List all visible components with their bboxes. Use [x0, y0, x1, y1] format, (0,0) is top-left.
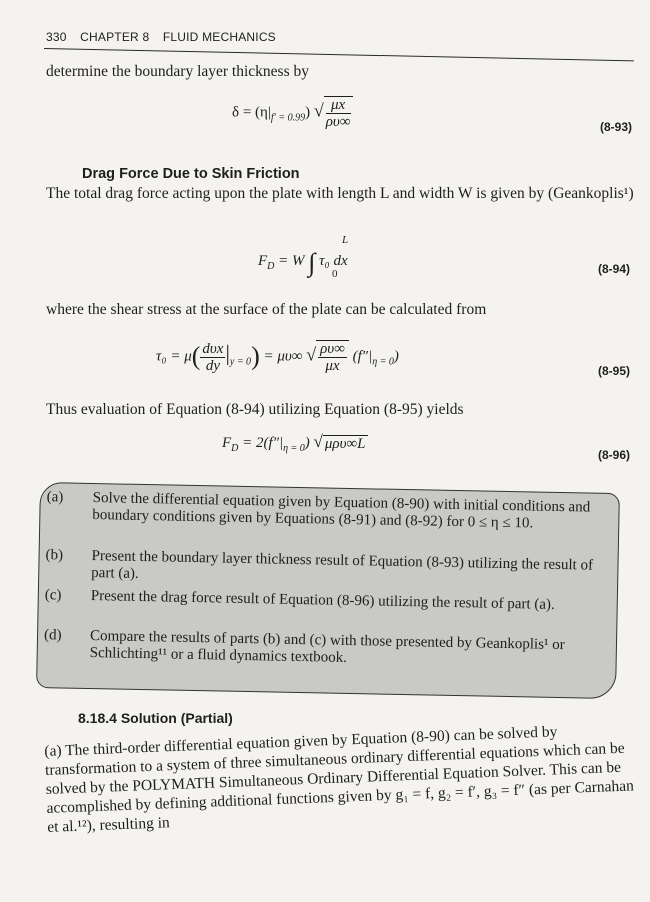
- eq-8-96-mid: = 2(f″|: [238, 435, 284, 451]
- eq-8-94-int-top: L: [342, 234, 349, 246]
- eq-8-94-mid: = W: [274, 253, 305, 269]
- eq-8-96-sqrt: μρυ∞L: [324, 435, 366, 452]
- equation-8-96: [222, 432, 368, 454]
- eq-8-95-mid: = μυ∞: [263, 348, 303, 365]
- sqrt-sign-2: √: [306, 344, 317, 365]
- page-number: 330: [46, 30, 67, 44]
- eq-8-95-frac-den: dy: [205, 357, 221, 374]
- eq-8-95-frac-num: dυx: [202, 340, 224, 357]
- eq-8-93-den: ρυ∞: [325, 114, 351, 130]
- eval-bar: |: [225, 340, 230, 366]
- sqrt-sign-3: √: [313, 432, 323, 451]
- eq-number-8-94: (8-94): [598, 262, 631, 276]
- eq-8-95-tail-sub: η = 0: [372, 356, 394, 368]
- chapter-label: CHAPTER 8: [80, 30, 150, 44]
- eq-number-8-93: (8-93): [600, 120, 633, 134]
- shear-text: where the shear stress at the surface of the plate can be calculated from: [46, 301, 487, 318]
- sqrt-sign: √: [313, 100, 324, 121]
- eq-8-93-close: ): [305, 104, 311, 121]
- equation-8-94: [258, 234, 349, 280]
- equation-8-93: [232, 96, 353, 130]
- drag-text: The total drag force acting upon the plate with length L and width W is given by (Geankoplis¹): [46, 185, 634, 202]
- intro-text: determine the boundary layer thickness by: [46, 63, 309, 80]
- eq-8-93-num: μx: [326, 97, 351, 114]
- problem-c: Present the drag force result of Equation (8-96) utilizing the result of part (a).: [90, 587, 555, 613]
- paren-close: ): [251, 341, 260, 371]
- problem-a: Solve the differential equation given by Equation (8-90) with initial conditions and boundary conditions given by Equations (8-91) and (8-92) for 0 ≤ η ≤ 10.: [92, 490, 591, 532]
- eq-8-95-tail: (f″|: [352, 348, 373, 365]
- problem-label-b: (b): [45, 547, 64, 564]
- eq-8-94-lhs-sub: D: [267, 261, 275, 272]
- problem-label-d: (d): [43, 627, 62, 644]
- eq-8-96-lhs-sub: D: [231, 443, 239, 454]
- eq-number-8-96: (8-96): [598, 448, 631, 462]
- solution-text: (a) The third-order differential equation given by Equation (8-90) can be solved by transformation to a system of three simultaneous ordinary differential equations which can be solved by the POLYMATH Simultaneous Ordinary Differential Equation Solver. This can be accomplished by defining additional functions given by g₁ = f, g₂ = f′, g₃ = f″ (as per Carnahan et al.¹²), resulting in: [44, 723, 635, 836]
- eq-8-95-sqrt-den: μx: [325, 358, 340, 374]
- eq-8-95-sqrt-num: ρυ∞: [320, 341, 345, 357]
- problem-b: Present the boundary layer thickness result of Equation (8-93) utilizing the result of part (a).: [91, 548, 594, 582]
- eq-8-96-mid-sub: η = 0: [283, 443, 305, 454]
- equation-8-95: [156, 340, 399, 374]
- problem-d: Compare the results of parts (b) and (c) with those presented by Geankoplis¹ or Schlichting¹¹ or a fluid dynamics textbook.: [89, 627, 565, 666]
- evaluation-text: Thus evaluation of Equation (8-94) utilizing Equation (8-95) yields: [46, 401, 464, 418]
- eq-8-95-eval: y = 0: [229, 356, 252, 368]
- problem-label-c: (c): [44, 587, 62, 604]
- eq-8-94-body: τ₀ dx: [319, 253, 348, 269]
- paren-open: (: [191, 341, 201, 371]
- integral-sign: ∫: [308, 248, 316, 277]
- eq-8-95-lhs: τ₀ = μ: [156, 348, 192, 365]
- eq-number-8-95: (8-95): [598, 364, 631, 378]
- eq-8-95-tail-close: ): [393, 348, 399, 365]
- eq-8-93-sub: f′ = 0.99: [270, 112, 306, 124]
- header-rule: [44, 48, 634, 61]
- eq-8-94-lhs: F: [258, 253, 268, 269]
- solution-heading: 8.18.4 Solution (Partial): [78, 710, 233, 726]
- chapter-title: FLUID MECHANICS: [162, 30, 276, 44]
- problem-box: [36, 482, 620, 699]
- problem-label-a: (a): [46, 489, 64, 506]
- eq-8-93-lhs: δ = (η|: [232, 104, 271, 121]
- running-header: [46, 30, 286, 44]
- eq-8-96-lhs: F: [222, 435, 232, 451]
- eq-8-94-int-bot: 0: [332, 268, 338, 280]
- section-title-drag: Drag Force Due to Skin Friction: [82, 166, 300, 182]
- eq-8-96-mid-close: ): [304, 435, 310, 451]
